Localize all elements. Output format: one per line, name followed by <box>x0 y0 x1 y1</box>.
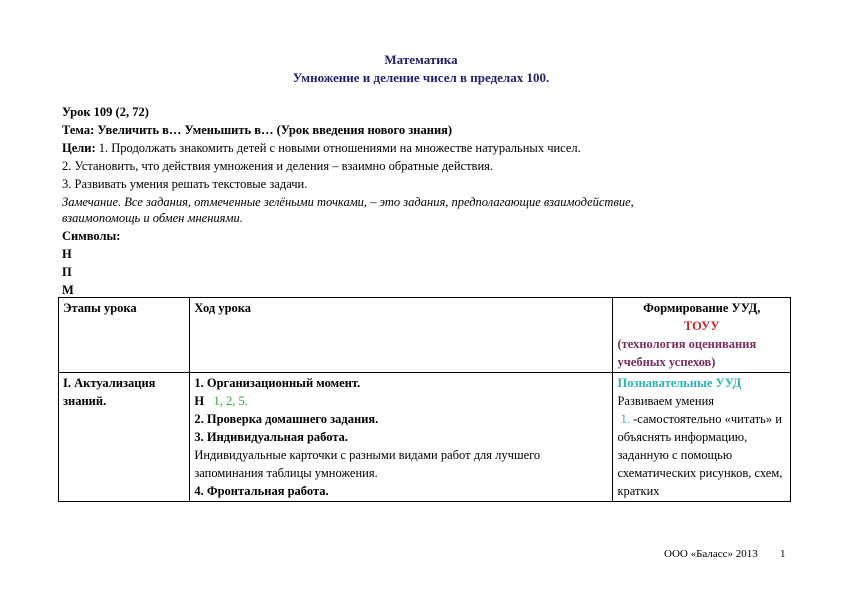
note-line-2: взаимопомощь и обмен мнениями. <box>62 211 243 225</box>
symbol-n: Н <box>62 247 72 261</box>
theme-label: Тема: <box>62 123 95 137</box>
symbol-p: П <box>62 265 72 279</box>
header-uud <box>613 298 791 373</box>
goal-1 <box>62 139 581 157</box>
course-n-line <box>194 392 608 410</box>
header-stages: Этапы урока <box>59 298 190 373</box>
course-cell <box>190 373 613 502</box>
uud-title: Формирование УУД, <box>643 301 761 315</box>
skill-description: -самостоятельно «читать» и объяснять информацию, заданную с помощью схематических рисунков, схем, кратких <box>617 412 783 498</box>
footer-company: ООО «Баласс» 2013 <box>664 548 758 560</box>
symbol-m: М <box>62 283 74 297</box>
uud-type: Познавательные УУД <box>617 376 742 390</box>
lesson-number: Урок 109 (2, 72) <box>62 105 149 119</box>
course-item-3: 3. Индивидуальная работа. <box>194 430 349 444</box>
course-item-3-text: Индивидуальные карточки с разными видами работ для лучшего запоминания таблицы умножения. <box>194 448 541 480</box>
uud-cell <box>613 373 791 502</box>
symbols-label: Символы: <box>62 229 121 243</box>
lesson-theme <box>62 121 452 139</box>
n-symbol: Н <box>194 394 205 408</box>
goal-2: 2. Установить, что действия умножения и деления – взаимно обратные действия. <box>62 159 494 173</box>
course-item-1: 1. Организационный момент. <box>194 376 361 390</box>
goals-label: Цели: <box>62 141 96 155</box>
n-tasks: 1, 2, 5. <box>213 394 248 408</box>
lesson-table <box>58 297 791 502</box>
develops-label: Развиваем умения <box>617 394 715 408</box>
table-row <box>59 373 791 502</box>
stage-cell: I. Актуализация знаний. <box>59 373 190 502</box>
page-number: 1 <box>780 548 786 560</box>
note-line-1: Замечание. Все задания, отмеченные зелёными точками, – это задания, предполагающие взаимодействие, <box>62 195 634 209</box>
course-item-4: 4. Фронтальная работа. <box>194 484 329 498</box>
theme-text: Увеличить в… Уменьшить в… (Урок введения нового знания) <box>94 123 453 137</box>
toou-description: (технология оценивания учебных успехов) <box>617 337 757 369</box>
table-header-row <box>59 298 791 373</box>
course-item-2: 2. Проверка домашнего задания. <box>194 412 379 426</box>
skill-text <box>617 410 786 500</box>
topic-title: Умножение и деление чисел в пределах 100. <box>292 70 550 85</box>
header-course: Ход урока <box>190 298 613 373</box>
goal-3: 3. Развивать умения решать текстовые задачи. <box>62 177 308 191</box>
toou-label: ТОУУ <box>683 319 720 333</box>
skill-number: 1. <box>620 412 630 426</box>
goal-1-text: 1. Продолжать знакомить детей с новыми отношениями на множестве натуральных чисел. <box>95 141 581 155</box>
subject-title: Математика <box>384 52 458 67</box>
